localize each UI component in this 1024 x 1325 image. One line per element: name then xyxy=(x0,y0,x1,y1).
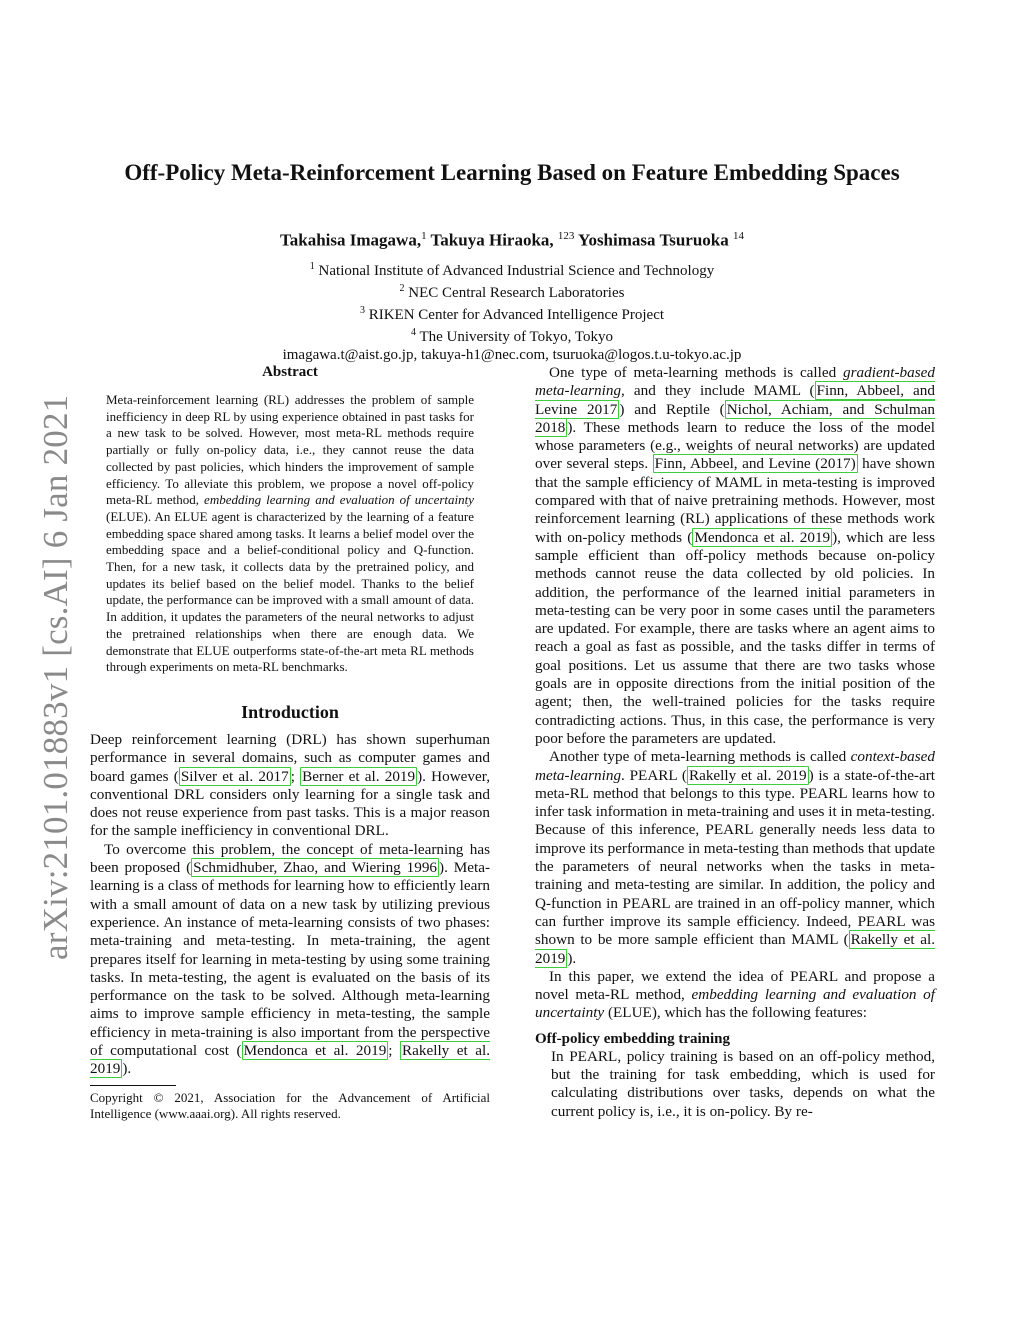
intro-paragraph-1 xyxy=(90,731,490,841)
author-affil-sup: 14 xyxy=(733,230,745,242)
text-run: In this paper, we extend the idea of PEARL and propose a novel meta-RL method, xyxy=(535,967,935,1004)
right-paragraph-1 xyxy=(535,364,935,748)
citation-year: 2019 xyxy=(384,767,416,785)
text-run: ; xyxy=(290,767,301,785)
feature-heading: Off-policy embedding training xyxy=(535,1030,731,1047)
citation-authors: Silver et al. xyxy=(180,767,254,785)
affil-text: RIKEN Center for Advanced Intelligence Project xyxy=(368,307,665,323)
citation-year: 2017 xyxy=(258,767,289,785)
abstract-heading: Abstract xyxy=(262,364,318,380)
text-run: ) and Reptile ( xyxy=(619,400,725,418)
affil-sup: 2 xyxy=(399,283,405,294)
text-run: ). Meta-learning is a class of methods for learning how to efficiently learn with a small amount of data on a new task by utilizing previous experience. An instance of meta-learning consists of two phases: meta-training and meta-testing. In meta-training, the agent prepares itself for learning in meta-testing by using some training tasks. In meta-testing, the agent is evaluated on the basis of its performance on the task to be solved. Although meta-learning aims to improve sample efficiency in meta-testing, the sample efficiency in meta-training is also important from the perspective of computational cost ( xyxy=(90,859,491,1059)
affiliations xyxy=(0,258,1024,364)
author-affil-sup: 1 xyxy=(421,230,427,242)
footnote-divider xyxy=(90,1085,176,1086)
left-column xyxy=(90,364,490,1122)
citation-link[interactable] xyxy=(692,528,832,547)
text-run: Deep reinforcement learning (DRL) has shown superhuman performance in several domains, such as computer games and board games ( xyxy=(90,730,490,785)
emphasis: gradient-based meta-learning xyxy=(535,364,935,400)
text-run: ). However, conventional DRL considers only learning for a single task and does not reuse experience from past tasks. This is a major reason for the sample inefficiency in conventional DRL. xyxy=(90,767,490,840)
author-affil-sup: 123 xyxy=(557,230,575,242)
text-run: ) is a state-of-the-art meta-RL method that belongs to this type. PEARL learns how to infer task information in meta-training and uses it in meta-testing. Because of this inference, PEARL generally needs less data to improve its performance in meta-testing than methods that update the parameters of neural networks when the tasks in meta-training and meta-testing are similar. In addition, the policy and Q-function in PEARL are trained in an off-policy manner, which can further improve its sample efficiency. Indeed, PEARL was shown to be more sample efficient than MAML ( xyxy=(535,766,936,949)
right-column xyxy=(535,364,935,1121)
affil-sup: 1 xyxy=(309,261,315,272)
paper-title: Off-Policy Meta-Reinforcement Learning Based on Feature Embedding Spaces xyxy=(124,160,900,185)
citation-year: 2017 xyxy=(820,455,851,473)
arxiv-stamp: arXiv:2101.01883v1 [cs.AI] 6 Jan 2021 xyxy=(36,394,75,960)
text-run: ), which are less sample efficient than off-policy methods because on-policy methods cannot reuse the data collected by old policies. In addition, the performance of the learned initial parameters in meta-testing can be very poor in some cases until the parameters are updated. For example, there are tasks where an agent aims to reach a goal as fast as possible, and the tasks differ in terms of goal positions. Let us assume that there are two tasks whose goals are in opposite directions from the initial position of the agent; then, the well-trained policies for the tasks require contradicting actions. Thus, in this case, the performance is very poor before the parameters are updated. xyxy=(535,528,936,747)
emphasis: embedding learning and evaluation of uncertainty xyxy=(535,986,935,1022)
text-run: One type of meta-learning methods is called xyxy=(549,364,844,381)
text-run: have shown that the sample efficiency of MAML in meta-testing is improved compared with that of naive pretraining methods. However, most reinforcement learning (RL) applications of these methods work with on-policy methods ( xyxy=(535,455,935,546)
copyright-footnote: Copyright © 2021, Association for the Advancement of Artificial Intelligence (www.aaai.org). All rights reserved. xyxy=(90,1089,490,1121)
citation-year: 2019 xyxy=(799,528,831,546)
citation-link[interactable] xyxy=(300,767,417,786)
emphasis: context-based meta-learning xyxy=(535,748,935,784)
citation-authors: Finn, Abbeel, and Levine xyxy=(535,382,935,418)
text-run: ). xyxy=(567,949,577,967)
citation-link[interactable] xyxy=(687,766,809,785)
citation-year: 1996 xyxy=(406,859,438,877)
abstract-method-name: embedding learning and evaluation of uncertainty xyxy=(204,492,474,508)
citation-authors: Rakelly et al. xyxy=(402,1042,490,1059)
text-run: To overcome this problem, the concept of meta-learning has been proposed ( xyxy=(90,840,490,877)
affil-text: The University of Tokyo, Tokyo xyxy=(419,329,614,345)
citation-link[interactable]: Finn, Abbeel, and Levine (2017) xyxy=(654,455,856,473)
text-run: ; xyxy=(388,1042,401,1059)
citation-authors: Mendonca et al. xyxy=(694,528,795,546)
text-run: ). xyxy=(122,1060,132,1078)
text-run: (ELUE), which has the following features: xyxy=(604,1004,867,1022)
right-paragraph-2 xyxy=(535,748,935,968)
citation-link[interactable] xyxy=(191,858,439,877)
author-list xyxy=(0,230,1024,251)
citation-year: 2019 xyxy=(355,1042,387,1059)
citation-authors: Schmidhuber, Zhao, and Wiering xyxy=(193,859,401,877)
abstract-body xyxy=(106,392,474,676)
affil-sup: 3 xyxy=(359,305,365,316)
author-name: Takuya Hiraoka, xyxy=(430,230,554,250)
intro-paragraph-2 xyxy=(90,841,490,1079)
abstract-text: Meta-reinforcement learning (RL) addresses the problem of sample inefficiency in deep RL by using experience obtained in past tasks for a new task to be solved. However, most meta-RL methods require partially or fully on-policy data, i.e., they cannot reuse the data collected by past policies, which hinders the improvement of sample efficiency. To alleviate this problem, we propose a novel off-policy meta-RL method, xyxy=(106,392,474,508)
affiliation-line xyxy=(0,258,1024,280)
citation-year: 2017 xyxy=(586,400,618,418)
author-name: Takahisa Imagawa, xyxy=(279,230,422,250)
citation-authors: Berner et al. xyxy=(302,767,380,785)
affiliation-line xyxy=(0,302,1024,324)
affil-text: NEC Central Research Laboratories xyxy=(408,285,625,301)
citation-authors: Nichol, Achiam, and Schulman xyxy=(726,400,935,418)
affil-sup: 4 xyxy=(410,327,416,338)
author-emails: imagawa.t@aist.go.jp, takuya-h1@nec.com, tsuruoka@logos.t.u-tokyo.ac.jp xyxy=(282,347,742,363)
text-run: Another type of meta-learning methods is called xyxy=(549,748,851,766)
citation-authors: Finn, Abbeel, and Levine xyxy=(654,455,811,473)
citation-authors: Rakelly et al. xyxy=(850,931,935,949)
text-run: . PEARL ( xyxy=(621,766,687,784)
citation-link[interactable] xyxy=(179,767,291,786)
citation-year: 2019 xyxy=(776,766,807,784)
citation-authors: Mendonca et al. xyxy=(243,1042,349,1059)
abstract-text: (ELUE). An ELUE agent is characterized by the learning of a feature embedding space shared among tasks. It learns a belief model over the embedding space and a belief-conditional policy and Q-function. Then, for a new task, it collects data by the pretrained policy, and updates its belief based on the belief model. Thanks to the belief update, the performance can be improved with a small amount of data. In addition, it updates the parameters of the neural networks to adjust the pretrained relationships when there are enough data. We demonstrate that ELUE outperforms state-of-the-art meta RL methods through experiments on meta-RL benchmarks. xyxy=(106,508,474,675)
author-name: Yoshimasa Tsuruoka xyxy=(578,230,729,250)
citation-link[interactable] xyxy=(242,1041,389,1060)
text-run: ). These methods learn to reduce the loss of the model whose parameters (e.g., weights of neural networks) are updated over several steps. xyxy=(535,418,935,473)
text-run: , and they include MAML ( xyxy=(621,382,815,400)
citation-year: 2019 xyxy=(535,949,566,967)
citation-authors: Rakelly et al. xyxy=(688,766,772,784)
feature-body: In PEARL, policy training is based on an off-policy method, but the training for task embedding, which is used for calculating distributions over tasks, depends on what the current policy is, i.e., it is on-policy. By re- xyxy=(551,1047,935,1120)
citation-year: 2019 xyxy=(90,1060,121,1078)
affiliation-line xyxy=(0,280,1024,302)
affiliation-line xyxy=(0,324,1024,346)
citation-year: 2018 xyxy=(535,418,566,436)
affil-text: National Institute of Advanced Industrial Science and Technology xyxy=(318,263,715,279)
right-paragraph-3 xyxy=(535,968,935,1023)
introduction-heading: Introduction xyxy=(241,701,339,722)
